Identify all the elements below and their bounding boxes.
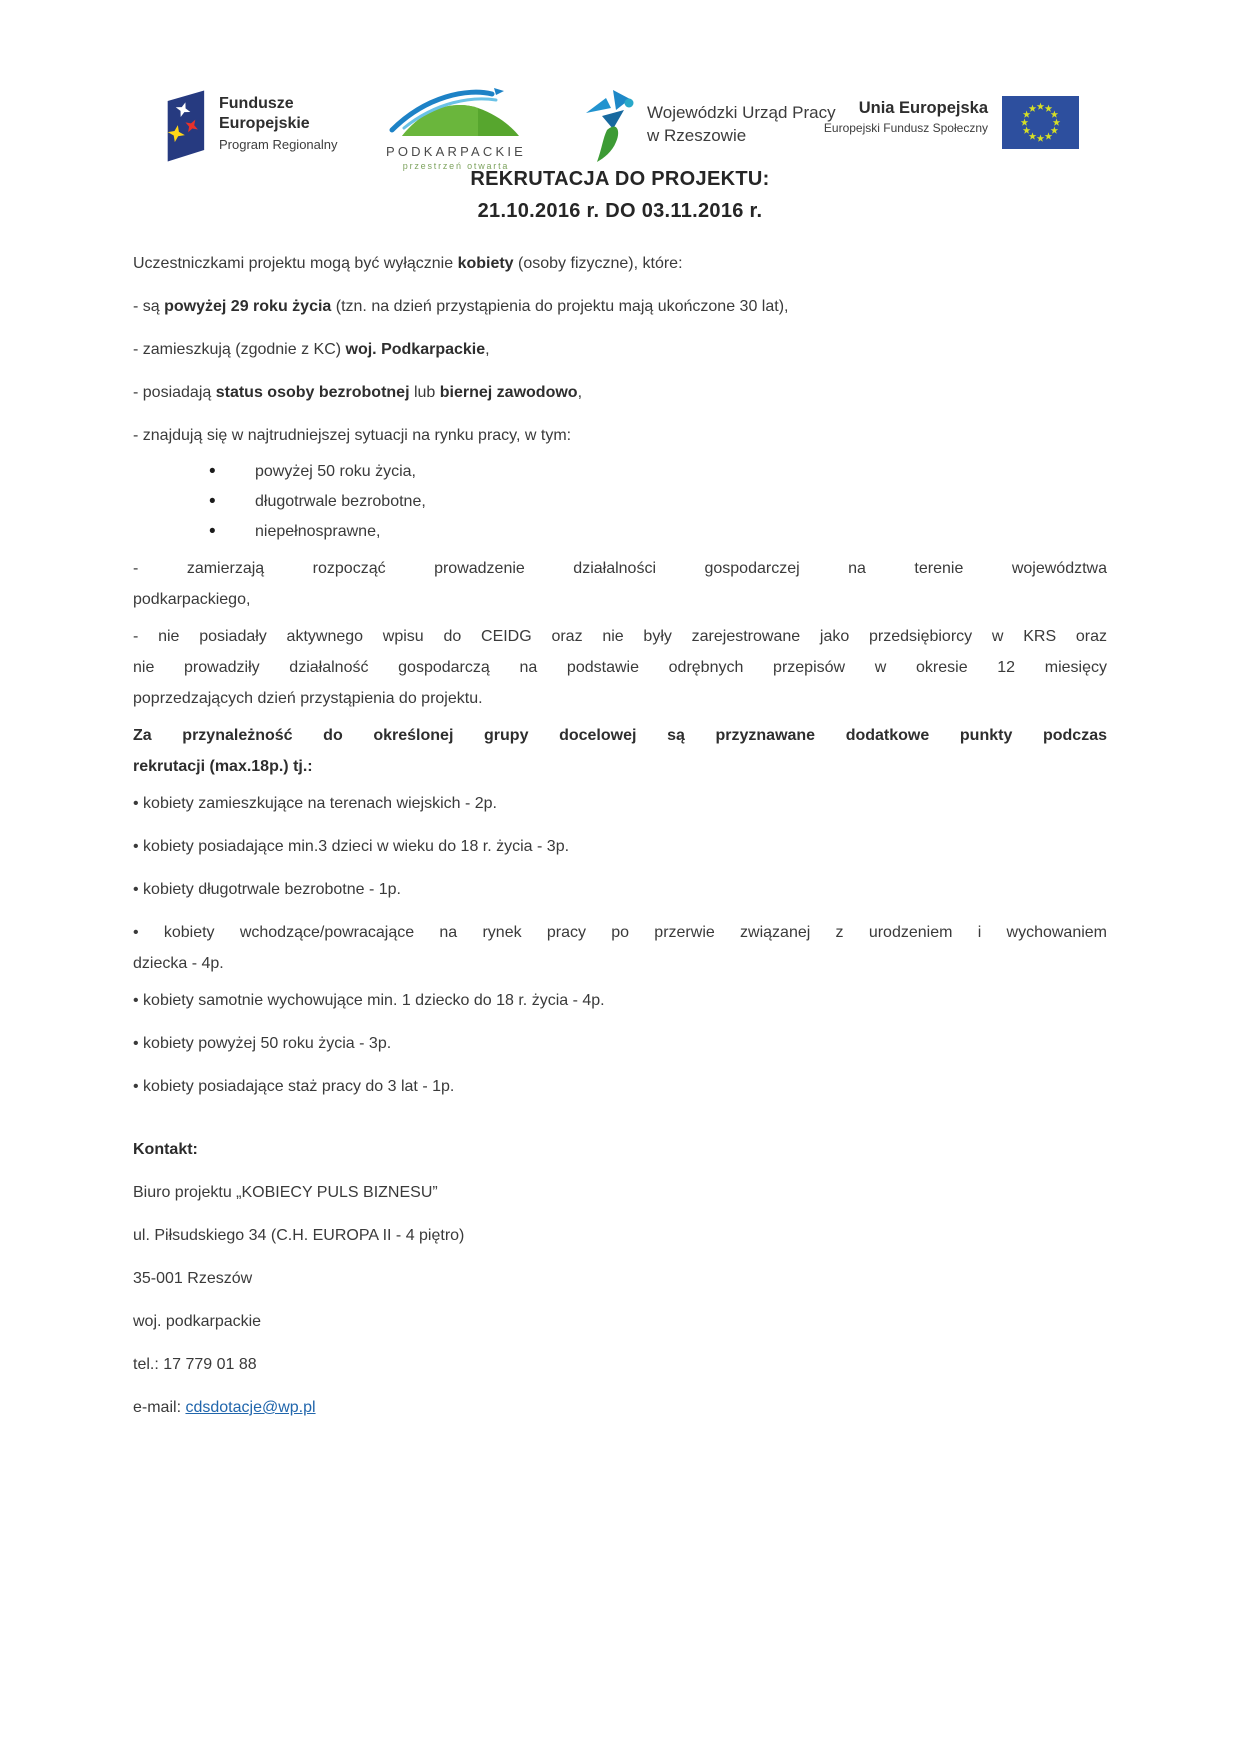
contact-address-city: 35-001 Rzeszów — [133, 1270, 253, 1287]
text-run: Uczestniczkami projektu mogą być wyłącznie — [133, 255, 458, 272]
text-line: poprzedzających dzień przystąpienia do projektu. — [133, 690, 483, 707]
text-line: - zamierzają rozpocząć prowadzenie działalności gospodarczej na terenie województwa — [133, 560, 1107, 577]
title-line2: 21.10.2016 r. DO 03.11.2016 r. — [477, 200, 763, 222]
text-line: • kobiety wchodzące/powracające na rynek pracy po przerwie związanej z urodzeniem i wychowaniem — [133, 924, 1107, 941]
point-item: • kobiety długotrwale bezrobotne - 1p. — [133, 881, 401, 898]
point-item: • kobiety posiadające min.3 dzieci w wieku do 18 r. życia - 3p. — [133, 838, 570, 855]
text-run-bold: status osoby bezrobotnej — [215, 384, 410, 401]
text-run: - posiadają — [133, 384, 216, 401]
fe-flag-icon — [160, 86, 208, 164]
paragraph-req-age — [133, 291, 1107, 322]
email-link[interactable]: cdsdotacje@wp.pl — [185, 1399, 316, 1416]
contact-email-line — [133, 1392, 1107, 1423]
bullet-list — [133, 457, 1107, 547]
text-line: Za przynależność do określonej grupy docelowej są przyznawane dodatkowe punkty podczas — [133, 727, 1107, 744]
text-run: lub — [409, 384, 440, 401]
fe-logo-text — [219, 86, 338, 152]
text-run: - zamieszkują (zgodnie z KC) — [133, 341, 346, 358]
contact-address-region: woj. podkarpackie — [133, 1313, 262, 1330]
logo-podkarpackie — [378, 84, 534, 171]
wup-name-line2: w Rzeszowie — [647, 126, 747, 145]
text-line: - nie posiadały aktywnego wpisu do CEIDG oraz nie były zarejestrowane jako przedsiębiorcy w KRS oraz — [133, 628, 1107, 645]
ue-name: Unia Europejska — [858, 99, 988, 117]
paragraph-req-situation: - znajdują się w najtrudniejszej sytuacji na rynku pracy, w tym: — [133, 427, 572, 444]
paragraph-req-status — [133, 377, 1107, 408]
bullet-item: • powyżej 50 roku życia, — [255, 457, 1107, 487]
text-line: rekrutacji (max.18p.) tj.: — [133, 758, 313, 775]
text-run-bold: biernej zawodowo — [439, 384, 578, 401]
paragraph-req-ceidg — [133, 621, 1107, 714]
contact-heading: Kontakt: — [133, 1141, 198, 1158]
text-line: nie prowadziły działalność gospodarczą na podstawie odrębnych przepisów w okresie 12 miesięcy — [133, 659, 1107, 676]
fe-name-line2: Europejskie — [219, 115, 310, 132]
text-run: , — [485, 341, 490, 358]
fe-name-line1: Fundusze — [219, 95, 294, 112]
contact-address-street: ul. Piłsudskiego 34 (C.H. EUROPA II - 4 piętro) — [133, 1227, 465, 1244]
paragraph-req-business — [133, 553, 1107, 615]
logo-unia-europejska — [818, 96, 1079, 149]
fe-name-line3: Program Regionalny — [219, 137, 338, 152]
bullet-item: • długotrwale bezrobotne, — [255, 487, 1107, 517]
point-item: • kobiety samotnie wychowujące min. 1 dziecko do 18 r. życia - 4p. — [133, 992, 605, 1009]
podkarpackie-name: PODKARPACKIE — [385, 144, 527, 159]
ue-subtitle: Europejski Fundusz Społeczny — [823, 121, 988, 135]
title-line1: REKRUTACJA DO PROJEKTU: — [470, 168, 770, 190]
text-run-bold: woj. Podkarpackie — [345, 341, 486, 358]
contact-section — [133, 1134, 1107, 1423]
point-item — [133, 917, 1107, 979]
podkarpackie-hill-icon — [386, 84, 526, 138]
text-run-bold: kobiety — [457, 255, 514, 272]
paragraph-points-intro — [133, 720, 1107, 782]
eu-flag-icon — [1002, 96, 1079, 149]
text-line: dziecka - 4p. — [133, 955, 224, 972]
text-run: , — [577, 384, 583, 401]
text-run: - są — [133, 298, 165, 315]
point-item: • kobiety powyżej 50 roku życia - 3p. — [133, 1035, 392, 1052]
text-run: (tzn. na dzień przystąpienia do projektu mają ukończone 30 lat), — [331, 298, 789, 315]
paragraph-intro — [133, 248, 1107, 279]
contact-phone: tel.: 17 779 01 88 — [133, 1356, 257, 1373]
point-item: • kobiety zamieszkujące na terenach wiejskich - 2p. — [133, 795, 497, 812]
text-run: (osoby fizyczne), które: — [513, 255, 683, 272]
paragraph-req-residence — [133, 334, 1107, 365]
wup-name-line1: Wojewódzki Urząd Pracy — [647, 103, 836, 122]
ue-logo-text — [818, 96, 988, 135]
logo-wup-rzeszow — [586, 86, 836, 162]
document-body — [133, 248, 1107, 1435]
point-item: • kobiety posiadające staż pracy do 3 lat - 1p. — [133, 1078, 455, 1095]
bullet-item: • niepełnosprawne, — [255, 517, 1107, 547]
document-title — [133, 163, 1107, 227]
email-label: e-mail: — [133, 1399, 182, 1416]
logo-fundusze-europejskie — [160, 86, 338, 164]
text-line: podkarpackiego, — [133, 591, 251, 608]
contact-office: Biuro projektu „KOBIECY PULS BIZNESU” — [133, 1184, 438, 1201]
wup-bird-icon — [586, 86, 634, 162]
podkarpackie-tagline: przestrzeń otwarta — [402, 161, 510, 171]
wup-logo-text — [647, 101, 836, 147]
text-run-bold: powyżej 29 roku życia — [164, 298, 332, 315]
